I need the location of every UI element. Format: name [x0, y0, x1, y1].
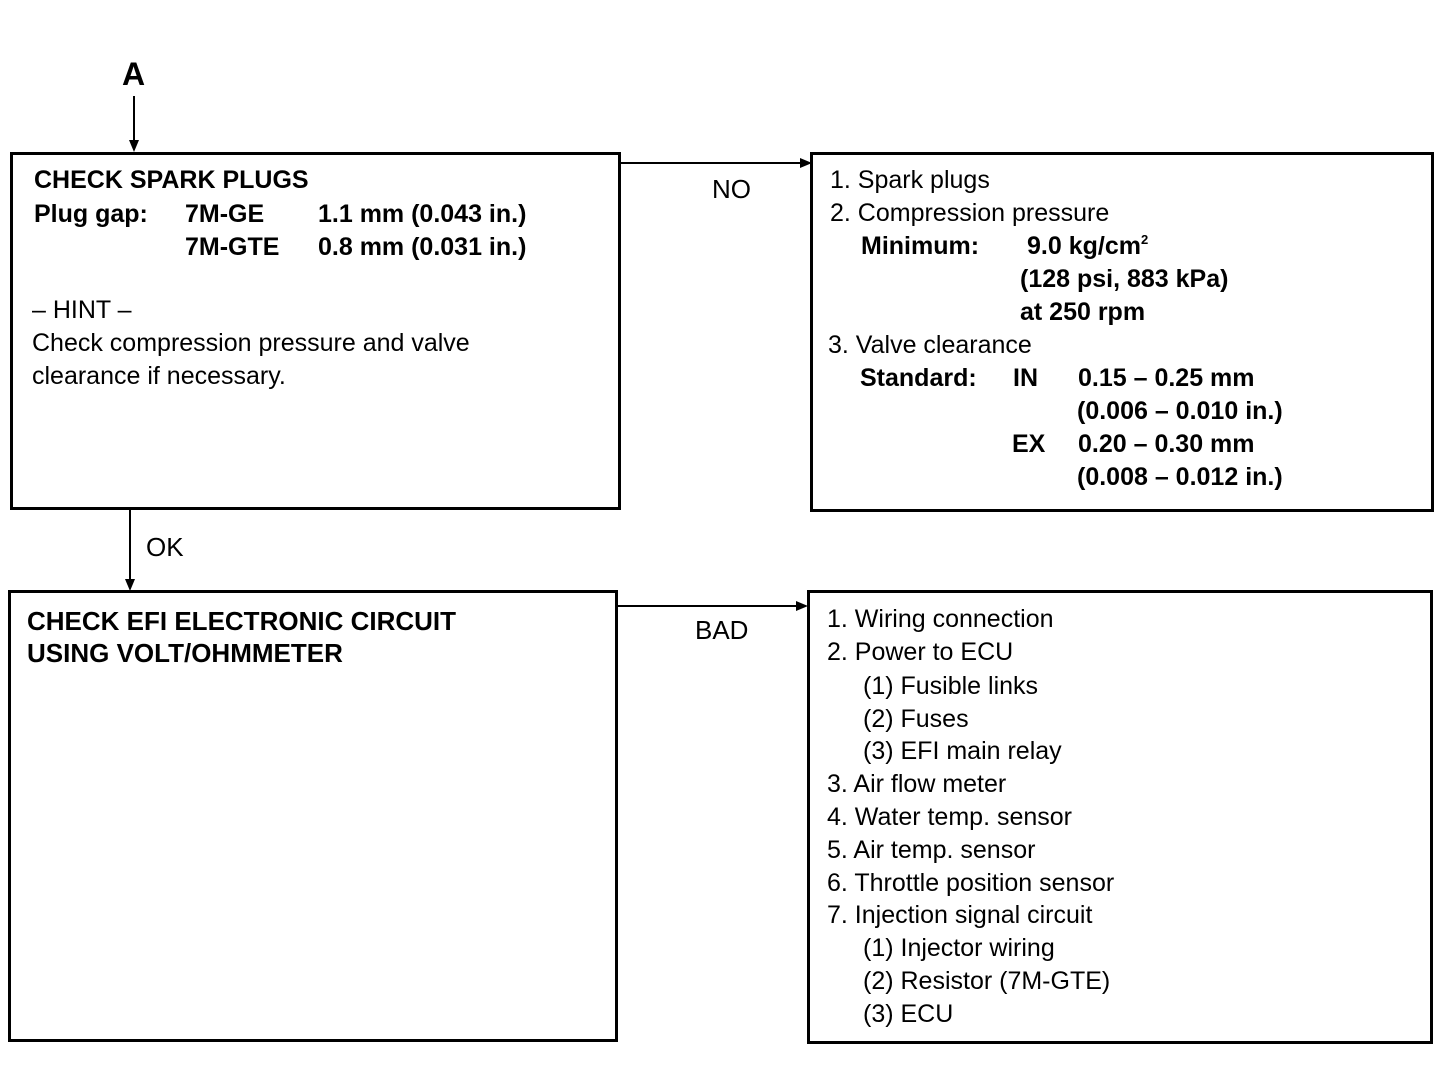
standard-label: Standard:	[860, 364, 977, 392]
no-item-1: 1. Spark plugs	[830, 166, 990, 194]
plug-gap-value-2: 0.8 mm (0.031 in.)	[318, 233, 527, 261]
bad-line: (2) Fuses	[863, 705, 969, 733]
bad-line: (2) Resistor (7M-GTE)	[863, 967, 1111, 995]
exhaust-label: EX	[1012, 430, 1046, 458]
bad-line: 6. Throttle position sensor	[827, 869, 1115, 897]
bad-line: 5. Air temp. sensor	[827, 836, 1036, 864]
bad-line: (3) ECU	[863, 1000, 954, 1028]
efi-title-line-2: USING VOLT/OHMMETER	[27, 638, 343, 668]
hint-heading: – HINT –	[32, 296, 132, 324]
intake-value-mm: 0.15 – 0.25 mm	[1078, 364, 1255, 392]
edge-label-ok: OK	[146, 532, 184, 562]
intake-label: IN	[1013, 364, 1038, 392]
bad-line: 7. Injection signal circuit	[827, 901, 1093, 929]
plug-gap-value-1: 1.1 mm (0.043 in.)	[318, 200, 527, 228]
arrow-a-head	[129, 140, 139, 152]
exhaust-value-mm: 0.20 – 0.30 mm	[1078, 430, 1255, 458]
no-item-2: 2. Compression pressure	[830, 199, 1110, 227]
start-label-a: A	[122, 56, 146, 92]
edge-label-no: NO	[712, 174, 751, 204]
box-title: CHECK SPARK PLUGS	[34, 166, 309, 194]
bad-line: 1. Wiring connection	[827, 605, 1054, 633]
bad-line: (1) Fusible links	[863, 672, 1039, 700]
exhaust-value-in: (0.008 – 0.012 in.)	[1077, 463, 1283, 491]
bad-line: 2. Power to ECU	[827, 638, 1014, 666]
hint-line-1: Check compression pressure and valve	[32, 329, 470, 357]
bad-result-box	[807, 590, 1433, 1044]
minimum-value: 9.0 $kg/cm^2$	[1027, 232, 1149, 260]
plug-gap-label: Plug gap:	[34, 200, 148, 228]
efi-title-line-1: CHECK EFI ELECTRONIC CIRCUIT	[27, 606, 456, 636]
no-result-box	[810, 152, 1434, 512]
edge-label-bad: BAD	[695, 615, 749, 645]
minimum-value-line-2: (128 psi, 883 kPa)	[1020, 265, 1229, 293]
minimum-label: Minimum:	[861, 232, 980, 260]
bad-line: (3) EFI main relay	[863, 737, 1062, 765]
no-item-3: 3. Valve clearance	[828, 331, 1032, 359]
minimum-value-line-3: at 250 rpm	[1020, 298, 1146, 326]
check-efi-circuit-box	[8, 590, 618, 1042]
bad-line: 4. Water temp. sensor	[827, 803, 1072, 831]
plug-gap-model-1: 7M-GE	[185, 200, 265, 228]
hint-line-2: clearance if necessary.	[32, 362, 286, 390]
plug-gap-model-2: 7M-GTE	[185, 233, 280, 261]
bad-line: 3. Air flow meter	[827, 770, 1007, 798]
check-spark-plugs-box	[10, 152, 621, 510]
bad-line: (1) Injector wiring	[863, 934, 1055, 962]
intake-value-in: (0.006 – 0.010 in.)	[1077, 397, 1283, 425]
